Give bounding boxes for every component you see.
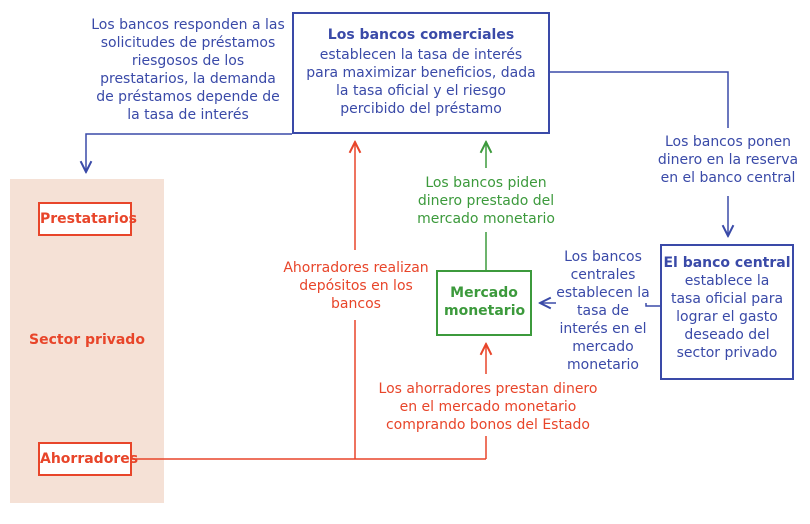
central-bank-box xyxy=(660,244,794,380)
note-banks-put-money: Los bancos ponen dinero en la reserva en el banco central xyxy=(657,134,799,186)
savers-box: Ahorradores xyxy=(38,442,132,476)
note-banks-borrow: Los bancos piden dinero prestado del mercado monetario xyxy=(417,175,555,227)
commercial-banks-body: establecen la tasa de interés para maximizar beneficios, dada la tasa oficial y el riesgo percibido del préstamo xyxy=(306,47,536,117)
borrowers-box: Prestatarios xyxy=(38,202,132,236)
commercial-banks-title: Los bancos comerciales xyxy=(327,27,515,43)
commercial-banks-box xyxy=(292,12,550,134)
note-savers-lend: Los ahorradores prestan dinero en el mercado monetario comprando bonos del Estado xyxy=(378,381,598,433)
arrow-banks-to-central xyxy=(550,72,728,128)
note-central-sets-rate: Los bancos centrales establecen la tasa de interés en el mercado monetario xyxy=(556,249,650,373)
arrow-banks-to-borrowers xyxy=(86,134,292,172)
money-market-box xyxy=(436,270,532,336)
private-sector-label: Sector privado xyxy=(29,332,145,348)
money-market-title: Mercado monetario xyxy=(444,285,526,319)
note-savers-deposit: Ahorradores realizan depósitos en los bancos xyxy=(283,260,429,312)
central-bank-body: establece la tasa oficial para lograr el gasto deseado del sector privado xyxy=(670,273,784,361)
note-banks-respond: Los bancos responden a las solicitudes de préstamos riesgosos de los prestatarios, la demanda de préstamos depende de la tasa de interés xyxy=(91,17,285,123)
central-bank-title: El banco central xyxy=(663,255,791,271)
